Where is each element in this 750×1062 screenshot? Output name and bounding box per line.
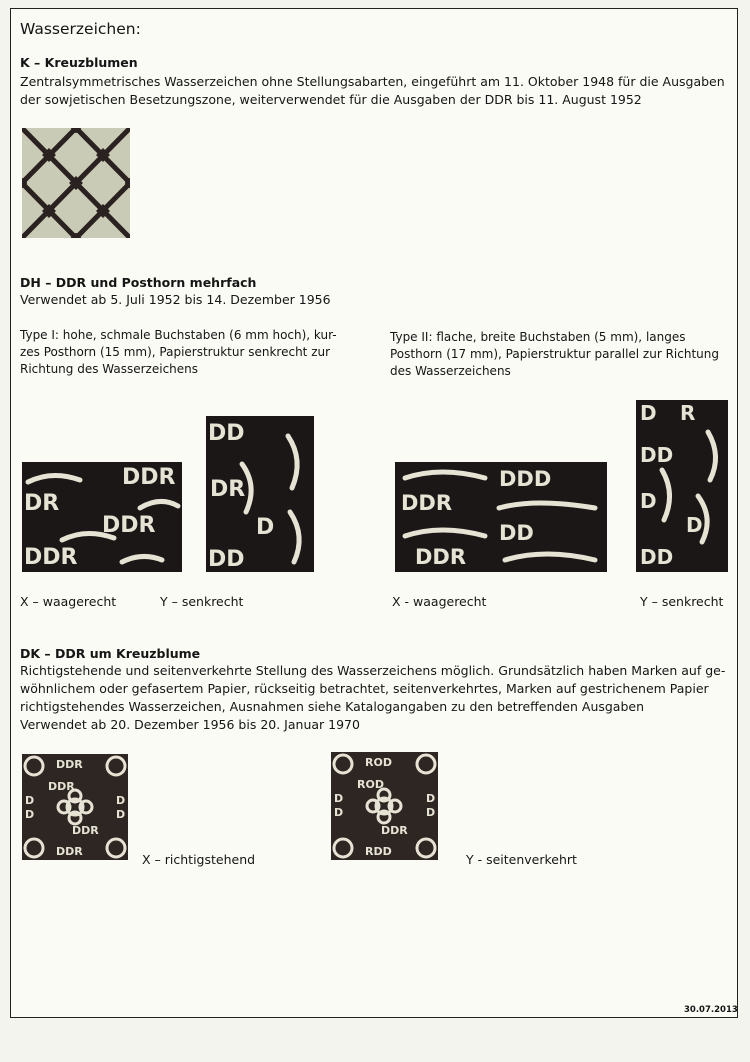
dk-upright-watermark-image bbox=[22, 754, 128, 860]
svg-text:D: D bbox=[334, 792, 344, 805]
svg-text:DDR: DDR bbox=[415, 545, 467, 569]
svg-text:ROD: ROD bbox=[365, 756, 392, 769]
svg-text:DD: DD bbox=[499, 521, 534, 545]
section-dh-heading: DH – DDR und Posthorn mehrfach bbox=[20, 275, 257, 290]
svg-text:DDR: DDR bbox=[56, 845, 83, 858]
kreuzblumen-watermark-image bbox=[22, 128, 130, 238]
svg-text:DD: DD bbox=[208, 547, 245, 572]
type1-horizontal-watermark-image bbox=[22, 462, 182, 572]
page-title: Wasserzeichen: bbox=[20, 20, 141, 38]
svg-text:D: D bbox=[426, 806, 436, 819]
type1-desc-line3: Richtung des Wasserzeichens bbox=[20, 362, 199, 376]
section-dh-usage: Verwendet ab 5. Juli 1952 bis 14. Dezember 1956 bbox=[20, 292, 331, 307]
section-dk-line4: Verwendet ab 20. Dezember 1956 bis 20. Januar 1970 bbox=[20, 717, 360, 732]
svg-text:DDR: DDR bbox=[72, 824, 99, 837]
dk-reversed-watermark-image bbox=[331, 752, 438, 860]
svg-text:DDR: DDR bbox=[381, 824, 408, 837]
dk-caption-y: Y - seitenverkehrt bbox=[466, 852, 577, 867]
svg-text:D: D bbox=[25, 808, 35, 821]
svg-text:DR: DR bbox=[210, 477, 246, 502]
type2-desc-line1: Type II: flache, breite Buchstaben (5 mm), langes bbox=[390, 330, 686, 344]
svg-text:DD: DD bbox=[208, 421, 245, 446]
section-k-heading: K – Kreuzblumen bbox=[20, 55, 138, 70]
svg-text:D: D bbox=[686, 513, 703, 537]
svg-text:ROD: ROD bbox=[357, 778, 384, 791]
section-dk-line1: Richtigstehende und seitenverkehrte Stellung des Wasserzeichens möglich. Grundsätzlich haben Marken auf ge- bbox=[20, 663, 726, 678]
svg-text:DDR: DDR bbox=[122, 465, 176, 490]
type1-vertical-watermark-image bbox=[206, 416, 314, 572]
section-k-text-line2: der sowjetischen Besetzungszone, weiterverwendet für die Ausgaben der DDR bis 11. August 1952 bbox=[20, 92, 642, 107]
svg-text:DD: DD bbox=[640, 545, 674, 569]
type1-caption-x: X – waagerecht bbox=[20, 594, 117, 609]
type2-desc-line2: Posthorn (17 mm), Papierstruktur parallel zur Richtung bbox=[390, 347, 719, 361]
svg-text:D: D bbox=[256, 515, 275, 540]
section-dk-line2: wöhnlichem oder gefasertem Papier, rückseitig betrachtet, seitenverkehrtes, Marken auf gestrichenem Papier bbox=[20, 681, 709, 696]
svg-text:D: D bbox=[116, 794, 126, 807]
svg-text:D: D bbox=[640, 401, 657, 425]
svg-text:DDR: DDR bbox=[56, 758, 83, 771]
svg-text:DDR: DDR bbox=[401, 491, 453, 515]
section-k-text-line1: Zentralsymmetrisches Wasserzeichen ohne Stellungsabarten, eingeführt am 11. Oktober 1948 für die Ausgaben bbox=[20, 74, 725, 89]
svg-text:DR: DR bbox=[24, 491, 60, 516]
svg-text:RDD: RDD bbox=[365, 845, 392, 858]
type2-caption-x: X - waagerecht bbox=[392, 594, 487, 609]
section-dk-line3: richtigstehendes Wasserzeichen, Ausnahmen siehe Katalogangaben zu den betreffenden Ausgaben bbox=[20, 699, 645, 714]
type1-desc-line2: zes Posthorn (15 mm), Papierstruktur senkrecht zur bbox=[20, 345, 331, 359]
type2-caption-y: Y – senkrecht bbox=[640, 594, 724, 609]
svg-text:D: D bbox=[426, 792, 436, 805]
svg-text:D: D bbox=[116, 808, 126, 821]
type2-desc-line3: des Wasserzeichens bbox=[390, 364, 511, 378]
svg-text:D: D bbox=[25, 794, 35, 807]
type1-caption-y: Y – senkrecht bbox=[160, 594, 244, 609]
svg-text:DDR: DDR bbox=[102, 513, 156, 538]
type2-vertical-watermark-image bbox=[636, 400, 728, 572]
type2-horizontal-watermark-image bbox=[395, 462, 607, 572]
svg-text:D: D bbox=[334, 806, 344, 819]
dk-caption-x: X – richtigstehend bbox=[142, 852, 256, 867]
section-dk-heading: DK – DDR um Kreuzblume bbox=[20, 646, 201, 661]
type1-desc-line1: Type I: hohe, schmale Buchstaben (6 mm hoch), kur- bbox=[20, 328, 337, 342]
footer-date: 30.07.2013 bbox=[684, 1005, 738, 1015]
svg-text:D: D bbox=[640, 489, 657, 513]
svg-text:DDD: DDD bbox=[499, 467, 552, 491]
svg-text:DDR: DDR bbox=[24, 545, 78, 570]
svg-text:R: R bbox=[680, 401, 696, 425]
svg-text:DDR: DDR bbox=[48, 780, 75, 793]
svg-text:DD: DD bbox=[640, 443, 674, 467]
